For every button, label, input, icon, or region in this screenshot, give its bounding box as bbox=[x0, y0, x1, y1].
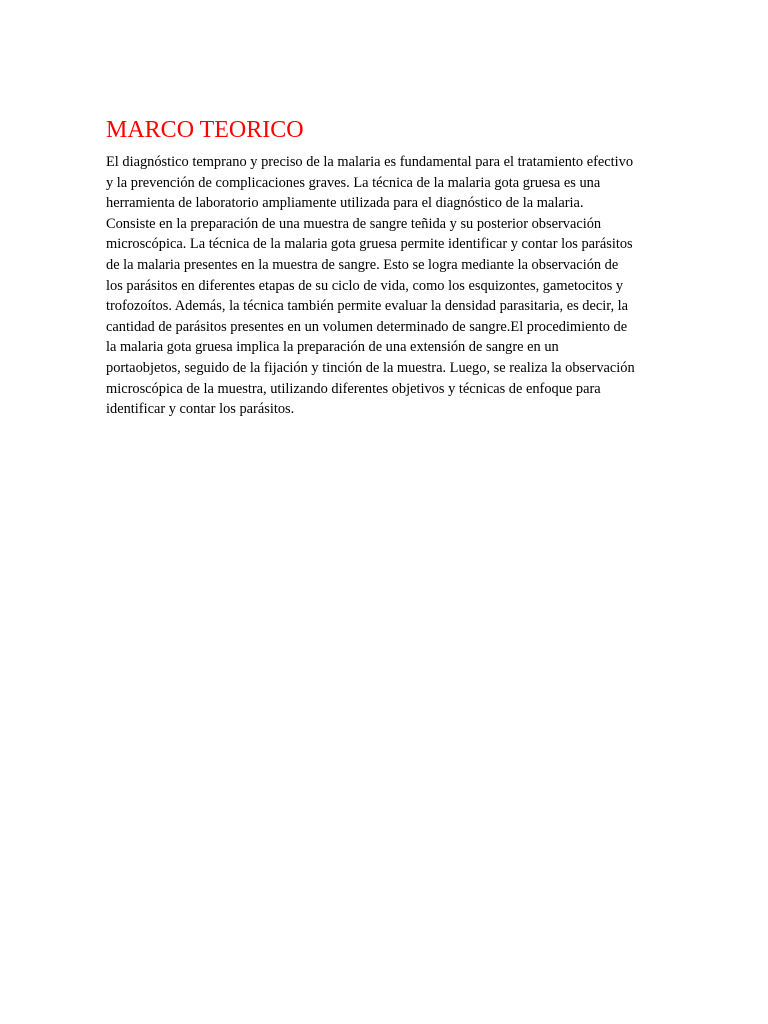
paragraph-line: identificar y contar los parásitos. bbox=[106, 401, 295, 418]
paragraph-line: microscópica. La técnica de la malaria gota gruesa permite identificar y contar los parásitos bbox=[106, 236, 633, 253]
paragraph-line: y la prevención de complicaciones graves. La técnica de la malaria gota gruesa es una bbox=[106, 174, 601, 191]
section-heading: MARCO TEORICO bbox=[106, 117, 304, 143]
paragraph-line: cantidad de parásitos presentes en un volumen determinado de sangre.El procedimiento de bbox=[106, 318, 628, 335]
paragraph-line: la malaria gota gruesa implica la preparación de una extensión de sangre en un bbox=[106, 339, 559, 356]
paragraph-line: portaobjetos, seguido de la fijación y tinción de la muestra. Luego, se realiza la observación bbox=[106, 359, 635, 376]
paragraph-line: herramienta de laboratorio ampliamente utilizada para el diagnóstico de la malaria. bbox=[106, 195, 584, 212]
paragraph-line: Consiste en la preparación de una muestra de sangre teñida y su posterior observación bbox=[106, 215, 602, 232]
paragraph-line: El diagnóstico temprano y preciso de la malaria es fundamental para el tratamiento efectivo bbox=[106, 154, 634, 170]
paragraph-line: microscópica de la muestra, utilizando diferentes objetivos y técnicas de enfoque para bbox=[106, 380, 601, 397]
paragraph-line: trofozoítos. Además, la técnica también permite evaluar la densidad parasitaria, es decir, la bbox=[106, 298, 629, 315]
body-paragraph bbox=[106, 152, 666, 420]
paragraph-line: de la malaria presentes en la muestra de sangre. Esto se logra mediante la observación de bbox=[106, 256, 619, 273]
paragraph-line: los parásitos en diferentes etapas de su ciclo de vida, como los esquizontes, gametocitos y bbox=[106, 277, 624, 294]
